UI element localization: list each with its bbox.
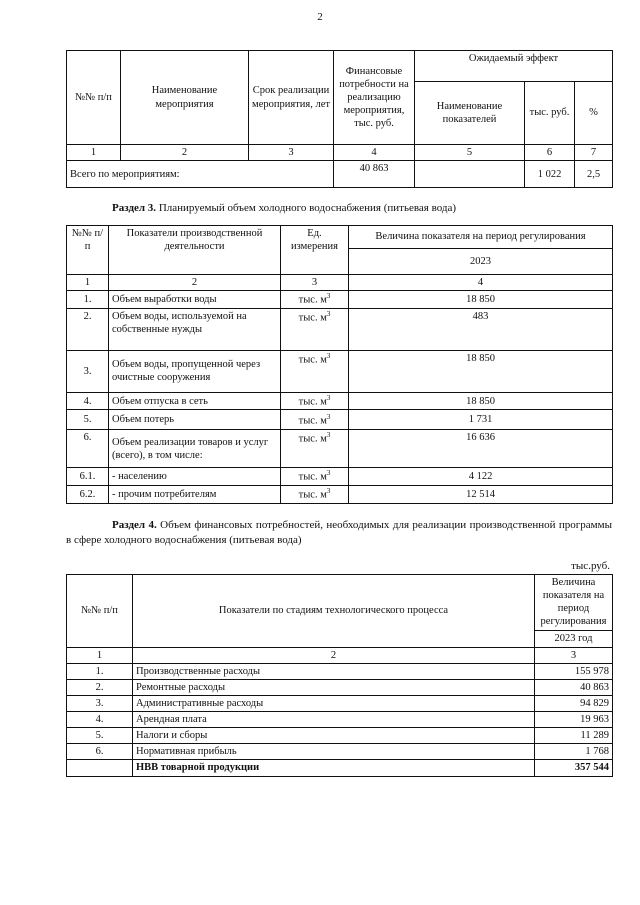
- header-finance: Финансовые потребности на реализацию мероприятия, тыс. руб.: [334, 51, 415, 145]
- row-num: 6.2.: [67, 486, 109, 504]
- col-number: 7: [575, 145, 613, 161]
- header-num: №№ п/п: [67, 575, 133, 648]
- col-number: 5: [415, 145, 525, 161]
- row-num: 3.: [67, 350, 109, 392]
- total-rub: 1 022: [525, 161, 575, 188]
- header-num: №№ п/п: [67, 51, 121, 145]
- row-name: - прочим потребителям: [109, 486, 281, 504]
- row-num: 1.: [67, 663, 133, 679]
- total-pct: 2,5: [575, 161, 613, 188]
- measures-table: [66, 50, 613, 188]
- col-number: 3: [281, 275, 349, 291]
- row-unit: тыс. $м^3$: [281, 430, 349, 468]
- col-number: 4: [334, 145, 415, 161]
- section4-label: Раздел 4.: [112, 519, 157, 531]
- row-name: Административные расходы: [133, 695, 535, 711]
- col-number: 3: [535, 647, 613, 663]
- total-effect-name: [415, 161, 525, 188]
- row-num: 3.: [67, 695, 133, 711]
- row-name: Арендная плата: [133, 712, 535, 728]
- section3-text: Планируемый объем холодного водоснабжения (питьевая вода): [158, 202, 457, 214]
- section3-title: [112, 202, 456, 214]
- row-value: 4 122: [349, 468, 613, 486]
- row-value: 483: [349, 308, 613, 350]
- section4-text: Объем финансовых потребностей, необходимых для реализации производственной программы в сфере холодного водоснабжения (питьевая вода): [66, 519, 612, 547]
- col-number: 1: [67, 145, 121, 161]
- row-num: 4.: [67, 392, 109, 410]
- total-label: Всего по мероприятиям:: [67, 161, 334, 188]
- header-value: Величина показателя на период регулирования: [349, 226, 613, 249]
- col-number: 6: [525, 145, 575, 161]
- col-number: 2: [133, 647, 535, 663]
- row-num: 2.: [67, 679, 133, 695]
- header-effect-rub: тыс. руб.: [525, 82, 575, 145]
- row-value: 18 850: [349, 291, 613, 309]
- col-number: 2: [121, 145, 249, 161]
- header-year: 2023 год: [535, 630, 613, 647]
- section3-label: Раздел 3.: [112, 202, 157, 214]
- row-value: 18 850: [349, 350, 613, 392]
- row-name: Объем реализации товаров и услуг (всего), в том числе:: [109, 430, 281, 468]
- header-num: №№ п/п: [67, 226, 109, 275]
- header-indicator: Показатели по стадиям технологического процесса: [133, 575, 535, 648]
- row-unit: тыс. $м^3$: [281, 350, 349, 392]
- currency-note: тыс.руб.: [571, 560, 610, 572]
- row-num: 1.: [67, 291, 109, 309]
- row-unit: тыс. $м^3$: [281, 468, 349, 486]
- row-num: 6.: [67, 744, 133, 760]
- col-number: 1: [67, 275, 109, 291]
- header-term: Срок реализации мероприятия, лет: [249, 51, 334, 145]
- row-name: Налоги и сборы: [133, 728, 535, 744]
- header-expected-effect: Ожидаемый эффект: [415, 51, 613, 82]
- page-number: 2: [317, 11, 323, 23]
- header-unit: Ед. измерения: [281, 226, 349, 275]
- total-name: НВВ товарной продукции: [133, 760, 535, 776]
- col-number: 3: [249, 145, 334, 161]
- row-num: 5.: [67, 728, 133, 744]
- total-value: 357 544: [535, 760, 613, 776]
- row-unit: тыс. $м^3$: [281, 392, 349, 410]
- row-name: Объем отпуска в сеть: [109, 392, 281, 410]
- header-indicator: Показатели производственной деятельности: [109, 226, 281, 275]
- row-name: Объем выработки воды: [109, 291, 281, 309]
- total-finance: 40 863: [334, 161, 415, 188]
- row-num: 5.: [67, 410, 109, 430]
- water-volume-table: [66, 225, 613, 504]
- row-value: 40 863: [535, 679, 613, 695]
- row-value: 155 978: [535, 663, 613, 679]
- row-name: - населению: [109, 468, 281, 486]
- row-num: 4.: [67, 712, 133, 728]
- row-value: 94 829: [535, 695, 613, 711]
- row-value: 1 731: [349, 410, 613, 430]
- row-name: Ремонтные расходы: [133, 679, 535, 695]
- row-value: 12 514: [349, 486, 613, 504]
- row-value: 11 289: [535, 728, 613, 744]
- row-name: Объем воды, пропущенной через очистные сооружения: [109, 350, 281, 392]
- header-effect-pct: %: [575, 82, 613, 145]
- row-name: Производственные расходы: [133, 663, 535, 679]
- row-name: Нормативная прибыль: [133, 744, 535, 760]
- header-measure-name: Наименование мероприятия: [121, 51, 249, 145]
- row-num: [67, 760, 133, 776]
- col-number: 2: [109, 275, 281, 291]
- row-value: 16 636: [349, 430, 613, 468]
- row-name: Объем воды, используемой на собственные нужды: [109, 308, 281, 350]
- header-value: Величина показателя на период регулирования: [535, 575, 613, 631]
- row-value: 19 963: [535, 712, 613, 728]
- header-year: 2023: [349, 249, 613, 275]
- row-unit: тыс. $м^3$: [281, 308, 349, 350]
- row-name: Объем потерь: [109, 410, 281, 430]
- row-num: 6.1.: [67, 468, 109, 486]
- row-unit: тыс. $м^3$: [281, 486, 349, 504]
- row-num: 2.: [67, 308, 109, 350]
- row-value: 18 850: [349, 392, 613, 410]
- header-effect-name: Наименование показателей: [415, 82, 525, 145]
- col-number: 1: [67, 647, 133, 663]
- col-number: 4: [349, 275, 613, 291]
- row-num: 6.: [67, 430, 109, 468]
- row-value: 1 768: [535, 744, 613, 760]
- row-unit: тыс. $м^3$: [281, 410, 349, 430]
- financial-needs-table: [66, 574, 613, 777]
- row-unit: тыс. $м^3$: [281, 291, 349, 309]
- section4-title: [66, 518, 612, 549]
